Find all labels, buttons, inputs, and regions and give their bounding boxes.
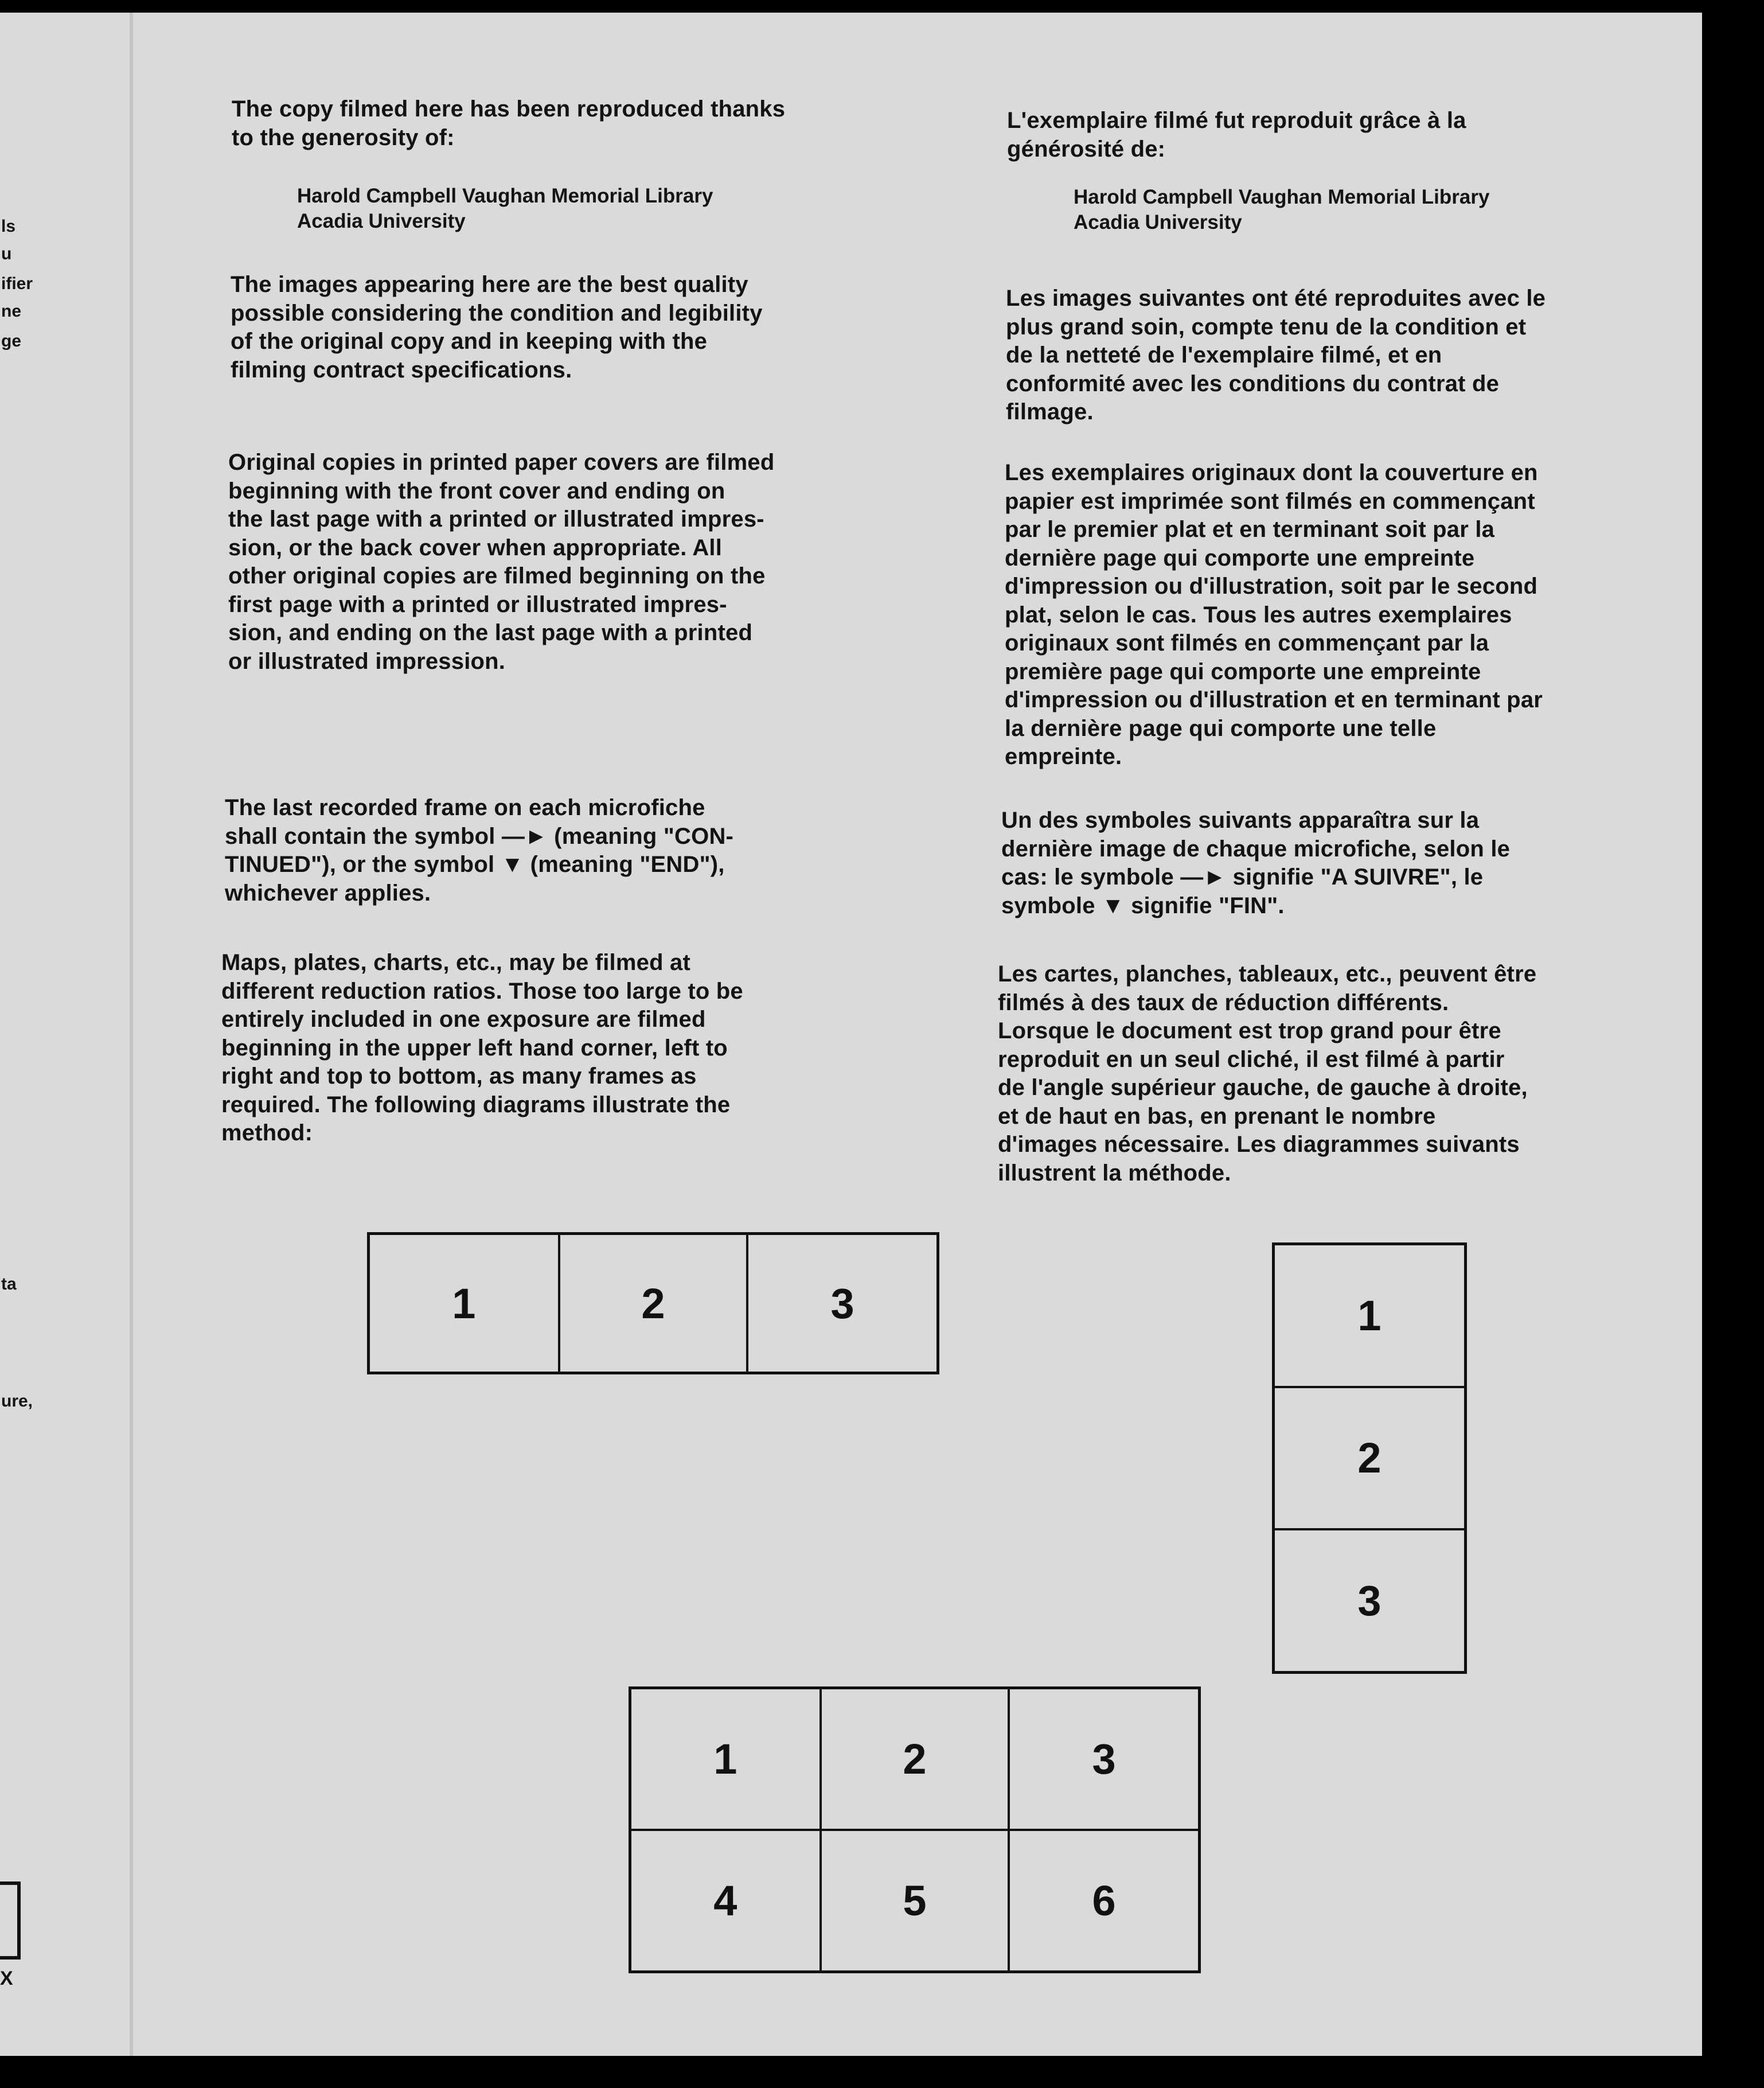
french-thanks: L'exemplaire filmé fut reproduit grâce à la générosité de: [1007, 108, 1466, 162]
english-symbols-note: The last recorded frame on each microfiche shall contain the symbol —► (meaning "CON- TINUED"), or the symbol ▼ (meaning "END"), whichever applies. [225, 795, 734, 906]
margin-fragment: ge [1, 332, 22, 350]
diagram-horizontal [367, 1232, 939, 1374]
margin-fragment: ne [1, 302, 22, 321]
english-thanks: The copy filmed here has been reproduced thanks to the generosity of: [232, 96, 786, 150]
margin-fragment: X [0, 1968, 13, 1989]
frame-cell: 4 [630, 1830, 821, 1972]
margin-fragment: ure, [1, 1392, 33, 1411]
french-library-credit: Harold Campbell Vaughan Memorial Library Acadia University [1074, 186, 1490, 233]
french-quality-note: Les images suivantes ont été reproduites avec le plus grand soin, compte tenu de la condition et de la netteté de l'exemplaire filmé, et en conformité avec les conditions du contrat de filmage. [1006, 286, 1546, 424]
diagram-grid [629, 1686, 1201, 1973]
margin-fragment: ls [1, 217, 16, 236]
frame-cell: 3 [1274, 1529, 1466, 1672]
film-sheet [0, 13, 1702, 2056]
margin-fragment: u [1, 244, 12, 263]
frame-cell: 1 [1274, 1244, 1466, 1387]
margin-fragment: ifier [1, 274, 33, 293]
english-quality-note: The images appearing here are the best quality possible considering the condition and legibility of the original copy and in keeping with the filming contract specifications. [231, 272, 763, 383]
french-maps-note: Les cartes, planches, tableaux, etc., peuvent être filmés à des taux de réduction différents. Lorsque le document est trop grand pour être reproduit en un seul cliché, il est filmé à partir de l'angle supérieur gauche, de gauche à droite, et de haut en bas, en prenant le nombre d'images nécessaire. Les diagrammes suivants illustrent la méthode. [998, 961, 1537, 1186]
frame-cell: 1 [369, 1234, 559, 1373]
page-fold-line [130, 13, 133, 2056]
frame-cell: 5 [821, 1830, 1009, 1972]
frame-cell: 3 [747, 1234, 938, 1373]
english-originals-note: Original copies in printed paper covers are filmed beginning with the front cover and ending on the last page with a printed or illustrated impres- sion, or the back cover when appropriate. All other original copies are filmed beginning on the first page with a printed or illustrated impres- sion, and ending on the last page with a printed or illustrated impression. [228, 450, 775, 674]
frame-cell: 2 [559, 1234, 748, 1373]
frame-cell: 2 [1274, 1387, 1466, 1529]
french-originals-note: Les exemplaires originaux dont la couverture en papier est imprimée sont filmés en commençant par le premier plat et en terminant soit par la dernière page qui comporte une empreinte d'impression ou d'illustration, soit par le second plat, selon le cas. Tous les autres exemplaires originaux sont filmés en commençant par la première page qui comporte une empreinte d'impression ou d'illustration et en terminant par la dernière page qui comporte une telle empreinte. [1005, 460, 1543, 769]
english-maps-note: Maps, plates, charts, etc., may be filmed at different reduction ratios. Those too large to be entirely included in one exposure are filmed beginning in the upper left hand corner, left to right and top to bottom, as many frames as required. The following diagrams illustrate the method: [221, 950, 743, 1146]
frame-cell: 3 [1009, 1688, 1199, 1830]
french-symbols-note: Un des symboles suivants apparaîtra sur la dernière image de chaque microfiche, selon le cas: le symbole —► signifie "A SUIVRE", le symbole ▼ signifie "FIN". [1001, 808, 1511, 918]
diagram-vertical [1272, 1242, 1467, 1674]
margin-box-fragment [0, 1881, 21, 1960]
margin-fragment: ta [1, 1275, 17, 1294]
frame-cell: 1 [630, 1688, 821, 1830]
english-library-credit: Harold Campbell Vaughan Memorial Library Acadia University [297, 185, 713, 232]
frame-cell: 2 [821, 1688, 1009, 1830]
frame-cell: 6 [1009, 1830, 1199, 1972]
